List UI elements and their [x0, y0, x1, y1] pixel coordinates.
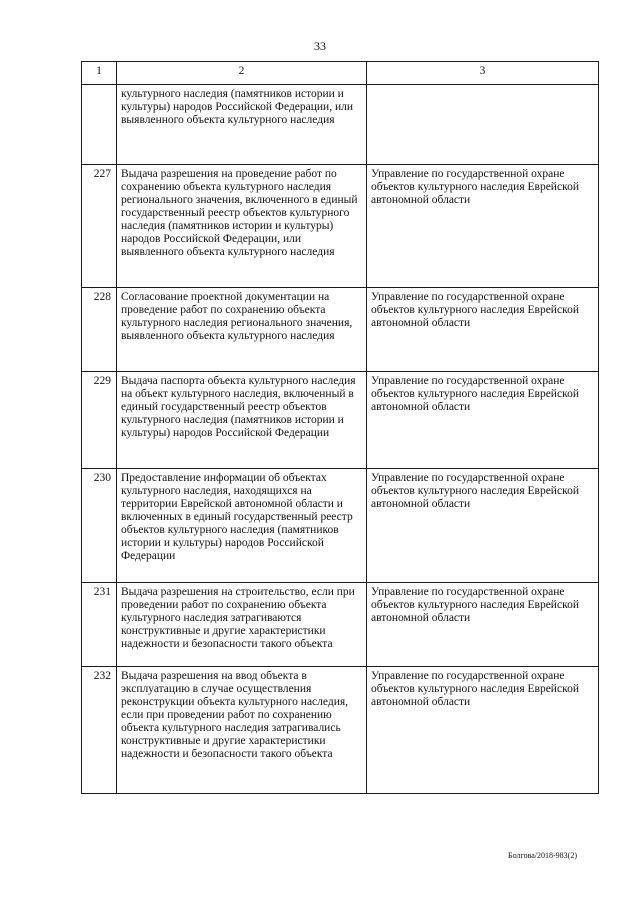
service-name: Выдача разрешения на проведение работ по сохранению объекта культурного наследия регионального значения, включенного в единый государственный реестр объектов культурного наследия (памятников истории и культуры) народов Российской Федерации, или выявленного объекта культурного наследия [117, 165, 367, 288]
responsible-body: Управление по государственной охране объектов культурного наследия Еврейской автономной области [367, 372, 599, 469]
table-row [82, 85, 599, 165]
responsible-body [367, 85, 599, 165]
table-row [82, 288, 599, 372]
service-name: Выдача паспорта объекта культурного наследия на объект культурного наследия, включенный в единый государственный реестр объектов культурного наследия (памятников истории и культуры) народов Российской Федерации [117, 372, 367, 469]
row-number: 232 [82, 667, 117, 794]
header-row [82, 62, 599, 85]
table-header [82, 62, 599, 85]
row-number: 231 [82, 583, 117, 667]
header-cell-1: 1 [82, 62, 117, 85]
table-row [82, 372, 599, 469]
service-name: культурного наследия (памятников истории и культуры) народов Российской Федерации, или выявленного объекта культурного наследия [117, 85, 367, 165]
page-number: 33 [314, 39, 326, 53]
service-name: Выдача разрешения на строительство, если при проведении работ по сохранению объекта культурного наследия затрагиваются конструктивные и другие характеристики надежности и безопасности такого объекта [117, 583, 367, 667]
header-cell-3: 3 [367, 62, 599, 85]
table-body [82, 85, 599, 794]
row-number: 229 [82, 372, 117, 469]
responsible-body: Управление по государственной охране объектов культурного наследия Еврейской автономной области [367, 583, 599, 667]
responsible-body: Управление по государственной охране объектов культурного наследия Еврейской автономной области [367, 165, 599, 288]
responsible-body: Управление по государственной охране объектов культурного наследия Еврейской автономной области [367, 469, 599, 583]
row-number [82, 85, 117, 165]
responsible-body: Управление по государственной охране объектов культурного наследия Еврейской автономной области [367, 667, 599, 794]
table-row [82, 583, 599, 667]
table-row [82, 667, 599, 794]
row-number: 228 [82, 288, 117, 372]
service-name: Согласование проектной документации на проведение работ по сохранению объекта культурного наследия регионального значения, выявленного объекта культурного наследия [117, 288, 367, 372]
service-name: Предоставление информации об объектах культурного наследия, находящихся на территории Еврейской автономной области и включенных в единый государственный реестр объектов культурного наследия (памятников истории и культуры) народов Российской Федерации [117, 469, 367, 583]
service-name: Выдача разрешения на ввод объекта в эксплуатацию в случае осуществления реконструкции объекта культурного наследия, если при проведении работ по сохранению объекта культурного наследия затрагивались конструктивные и другие характеристики надежности и безопасности такого объекта [117, 667, 367, 794]
table-row [82, 469, 599, 583]
responsible-body: Управление по государственной охране объектов культурного наследия Еврейской автономной области [367, 288, 599, 372]
services-table [81, 61, 599, 794]
table-row [82, 165, 599, 288]
header-cell-2: 2 [117, 62, 367, 85]
row-number: 230 [82, 469, 117, 583]
row-number: 227 [82, 165, 117, 288]
document-code: Болгова/2018-983(2) [508, 851, 577, 860]
